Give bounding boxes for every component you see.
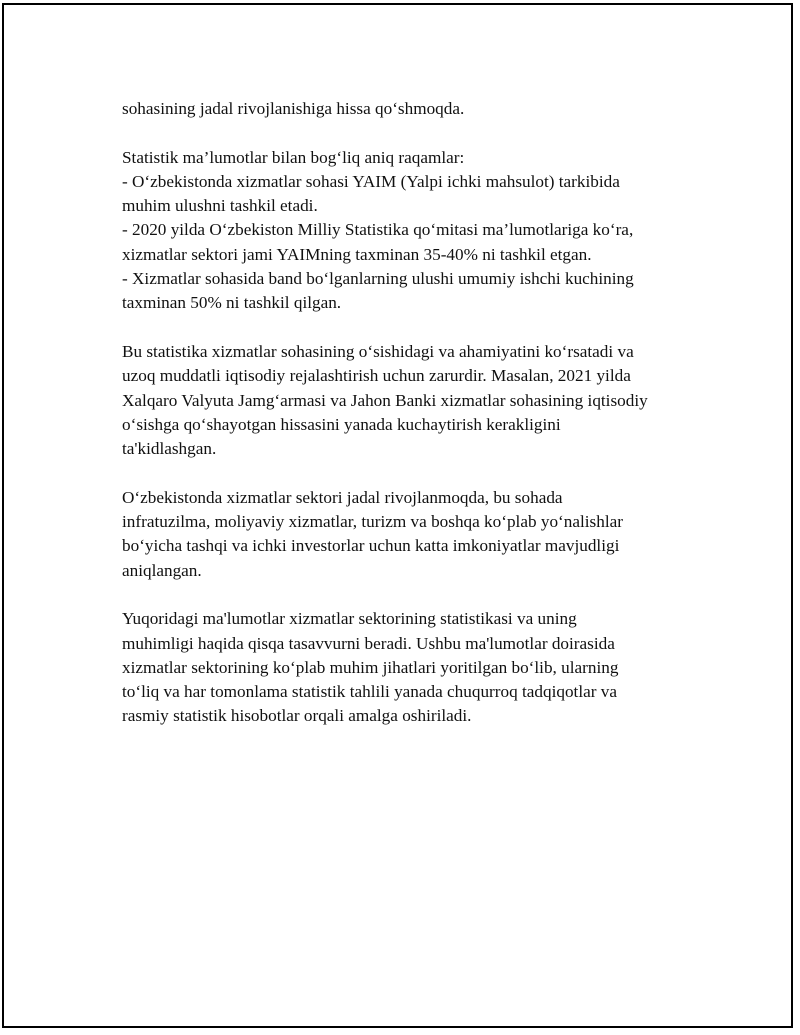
- text-line: to‘liq va har tomonlama statistik tahlili yanada chuqurroq tadqiqotlar va: [122, 682, 617, 702]
- text-line: O‘zbekistonda xizmatlar sektori jadal rivojlanmoqda, bu sohada: [122, 487, 563, 507]
- paragraph-4: [122, 486, 712, 583]
- text-line: Xalqaro Valyuta Jamg‘armasi va Jahon Banki xizmatlar sohasining iqtisodiy: [122, 390, 648, 410]
- paragraph-1: [122, 97, 712, 121]
- text-line: Yuqoridagi ma'lumotlar xizmatlar sektorining statistikasi va uning: [122, 609, 577, 629]
- document-body: [122, 97, 712, 753]
- page-frame: [2, 3, 793, 1028]
- text-line: xizmatlar sektorining ko‘plab muhim jihatlari yoritilgan bo‘lib, ularning: [122, 657, 619, 677]
- text-line: xizmatlar sektori jami YAIMning taxminan 35-40% ni tashkil etgan.: [122, 244, 592, 264]
- text-line: - 2020 yilda O‘zbekiston Milliy Statistika qo‘mitasi ma’lumotlariga ko‘ra,: [122, 220, 634, 240]
- text-line: rasmiy statistik hisobotlar orqali amalga oshiriladi.: [122, 706, 472, 726]
- text-line: Bu statistika xizmatlar sohasining o‘sishidagi va ahamiyatini ko‘rsatadi va: [122, 341, 634, 361]
- text-line: aniqlangan.: [122, 560, 202, 580]
- text-line: sohasining jadal rivojlanishiga hissa qo‘shmoqda.: [122, 99, 465, 118]
- text-line: taxminan 50% ni tashkil qilgan.: [122, 293, 342, 313]
- text-line: infratuzilma, moliyaviy xizmatlar, turizm va boshqa ko‘plab yo‘nalishlar: [122, 512, 623, 532]
- paragraph-3: [122, 340, 712, 461]
- text-line: Statistik ma’lumotlar bilan bog‘liq aniq raqamlar:: [122, 147, 465, 167]
- paragraph-5: [122, 607, 712, 728]
- text-line: muhimligi haqida qisqa tasavvurni beradi. Ushbu ma'lumotlar doirasida: [122, 633, 615, 653]
- text-line: uzoq muddatli iqtisodiy rejalashtirish uchun zarurdir. Masalan, 2021 yilda: [122, 366, 631, 386]
- text-line: bo‘yicha tashqi va ichki investorlar uchun katta imkoniyatlar mavjudligi: [122, 536, 620, 556]
- text-line: - Xizmatlar sohasida band bo‘lganlarning ulushi umumiy ishchi kuchining: [122, 269, 634, 289]
- text-line: muhim ulushni tashkil etadi.: [122, 196, 318, 216]
- text-line: ta'kidlashgan.: [122, 439, 217, 459]
- paragraph-2: [122, 146, 712, 316]
- text-line: - O‘zbekistonda xizmatlar sohasi YAIM (Yalpi ichki mahsulot) tarkibida: [122, 171, 620, 191]
- text-line: o‘sishga qo‘shayotgan hissasini yanada kuchaytirish kerakligini: [122, 414, 561, 434]
